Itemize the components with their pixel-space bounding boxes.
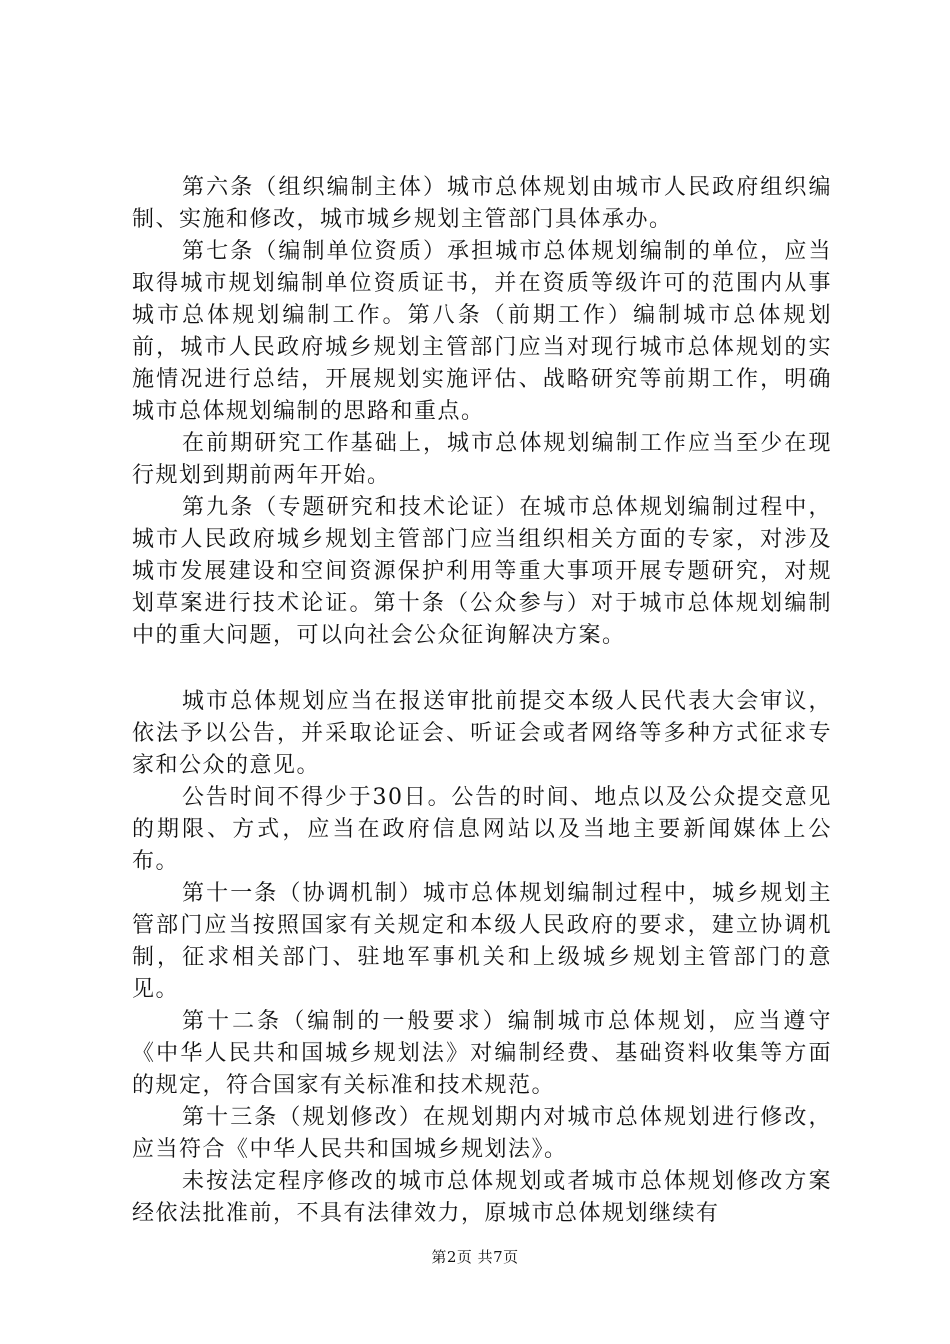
paragraph-announcement-period: 公告时间不得少于30日。公告的时间、地点以及公众提交意见的期限、方式，应当在政府信息网站以及当地主要新闻媒体上公布。 bbox=[132, 785, 832, 874]
paragraph-article-11: 第十一条（协调机制）城市总体规划编制过程中，城乡规划主管部门应当按照国家有关规定和本级人民政府的要求，建立协调机制，征求相关部门、驻地军事机关和上级城乡规划主管部门的意见。 bbox=[132, 881, 832, 1002]
document-body bbox=[132, 172, 832, 1230]
page-footer: 第2页 共7页 bbox=[431, 1248, 519, 1266]
paragraph-article-13: 第十三条（规划修改）在规划期内对城市总体规划进行修改，应当符合《中华人民共和国城乡规划法》。 bbox=[132, 1105, 832, 1162]
paragraph-article-12: 第十二条（编制的一般要求）编制城市总体规划，应当遵守《中华人民共和国城乡规划法》对编制经费、基础资料收集等方面的规定，符合国家有关标准和技术规范。 bbox=[132, 1009, 832, 1098]
paragraph-article-6: 第六条（组织编制主体）城市总体规划由城市人民政府组织编制、实施和修改，城市城乡规划主管部门具体承办。 bbox=[132, 175, 832, 232]
paragraph-article-7-8: 第七条（编制单位资质）承担城市总体规划编制的单位，应当取得城市规划编制单位资质证书，并在资质等级许可的范围内从事城市总体规划编制工作。第八条（前期工作）编制城市总体规划前，城市人民政府城乡规划主管部门应当对现行城市总体规划的实施情况进行总结，开展规划实施评估、战略研究等前期工作，明确城市总体规划编制的思路和重点。 bbox=[132, 239, 832, 424]
paragraph-article-9-10: 第九条（专题研究和技术论证）在城市总体规划编制过程中，城市人民政府城乡规划主管部门应当组织相关方面的专家，对涉及城市发展建设和空间资源保护利用等重大事项开展专题研究，对规划草案进行技术论证。第十条（公众参与）对于城市总体规划编制中的重大问题，可以向社会公众征询解决方案。 bbox=[132, 495, 832, 648]
paragraph-unauthorized-modification: 未按法定程序修改的城市总体规划或者城市总体规划修改方案经依法批准前，不具有法律效力，原城市总体规划继续有 bbox=[132, 1169, 832, 1226]
paragraph-preliminary-research: 在前期研究工作基础上，城市总体规划编制工作应当至少在现行规划到期前两年开始。 bbox=[132, 431, 832, 488]
paragraph-review-submission: 城市总体规划应当在报送审批前提交本级人民代表大会审议，依法予以公告，并采取论证会、听证会或者网络等多种方式征求专家和公众的意见。 bbox=[132, 689, 832, 778]
